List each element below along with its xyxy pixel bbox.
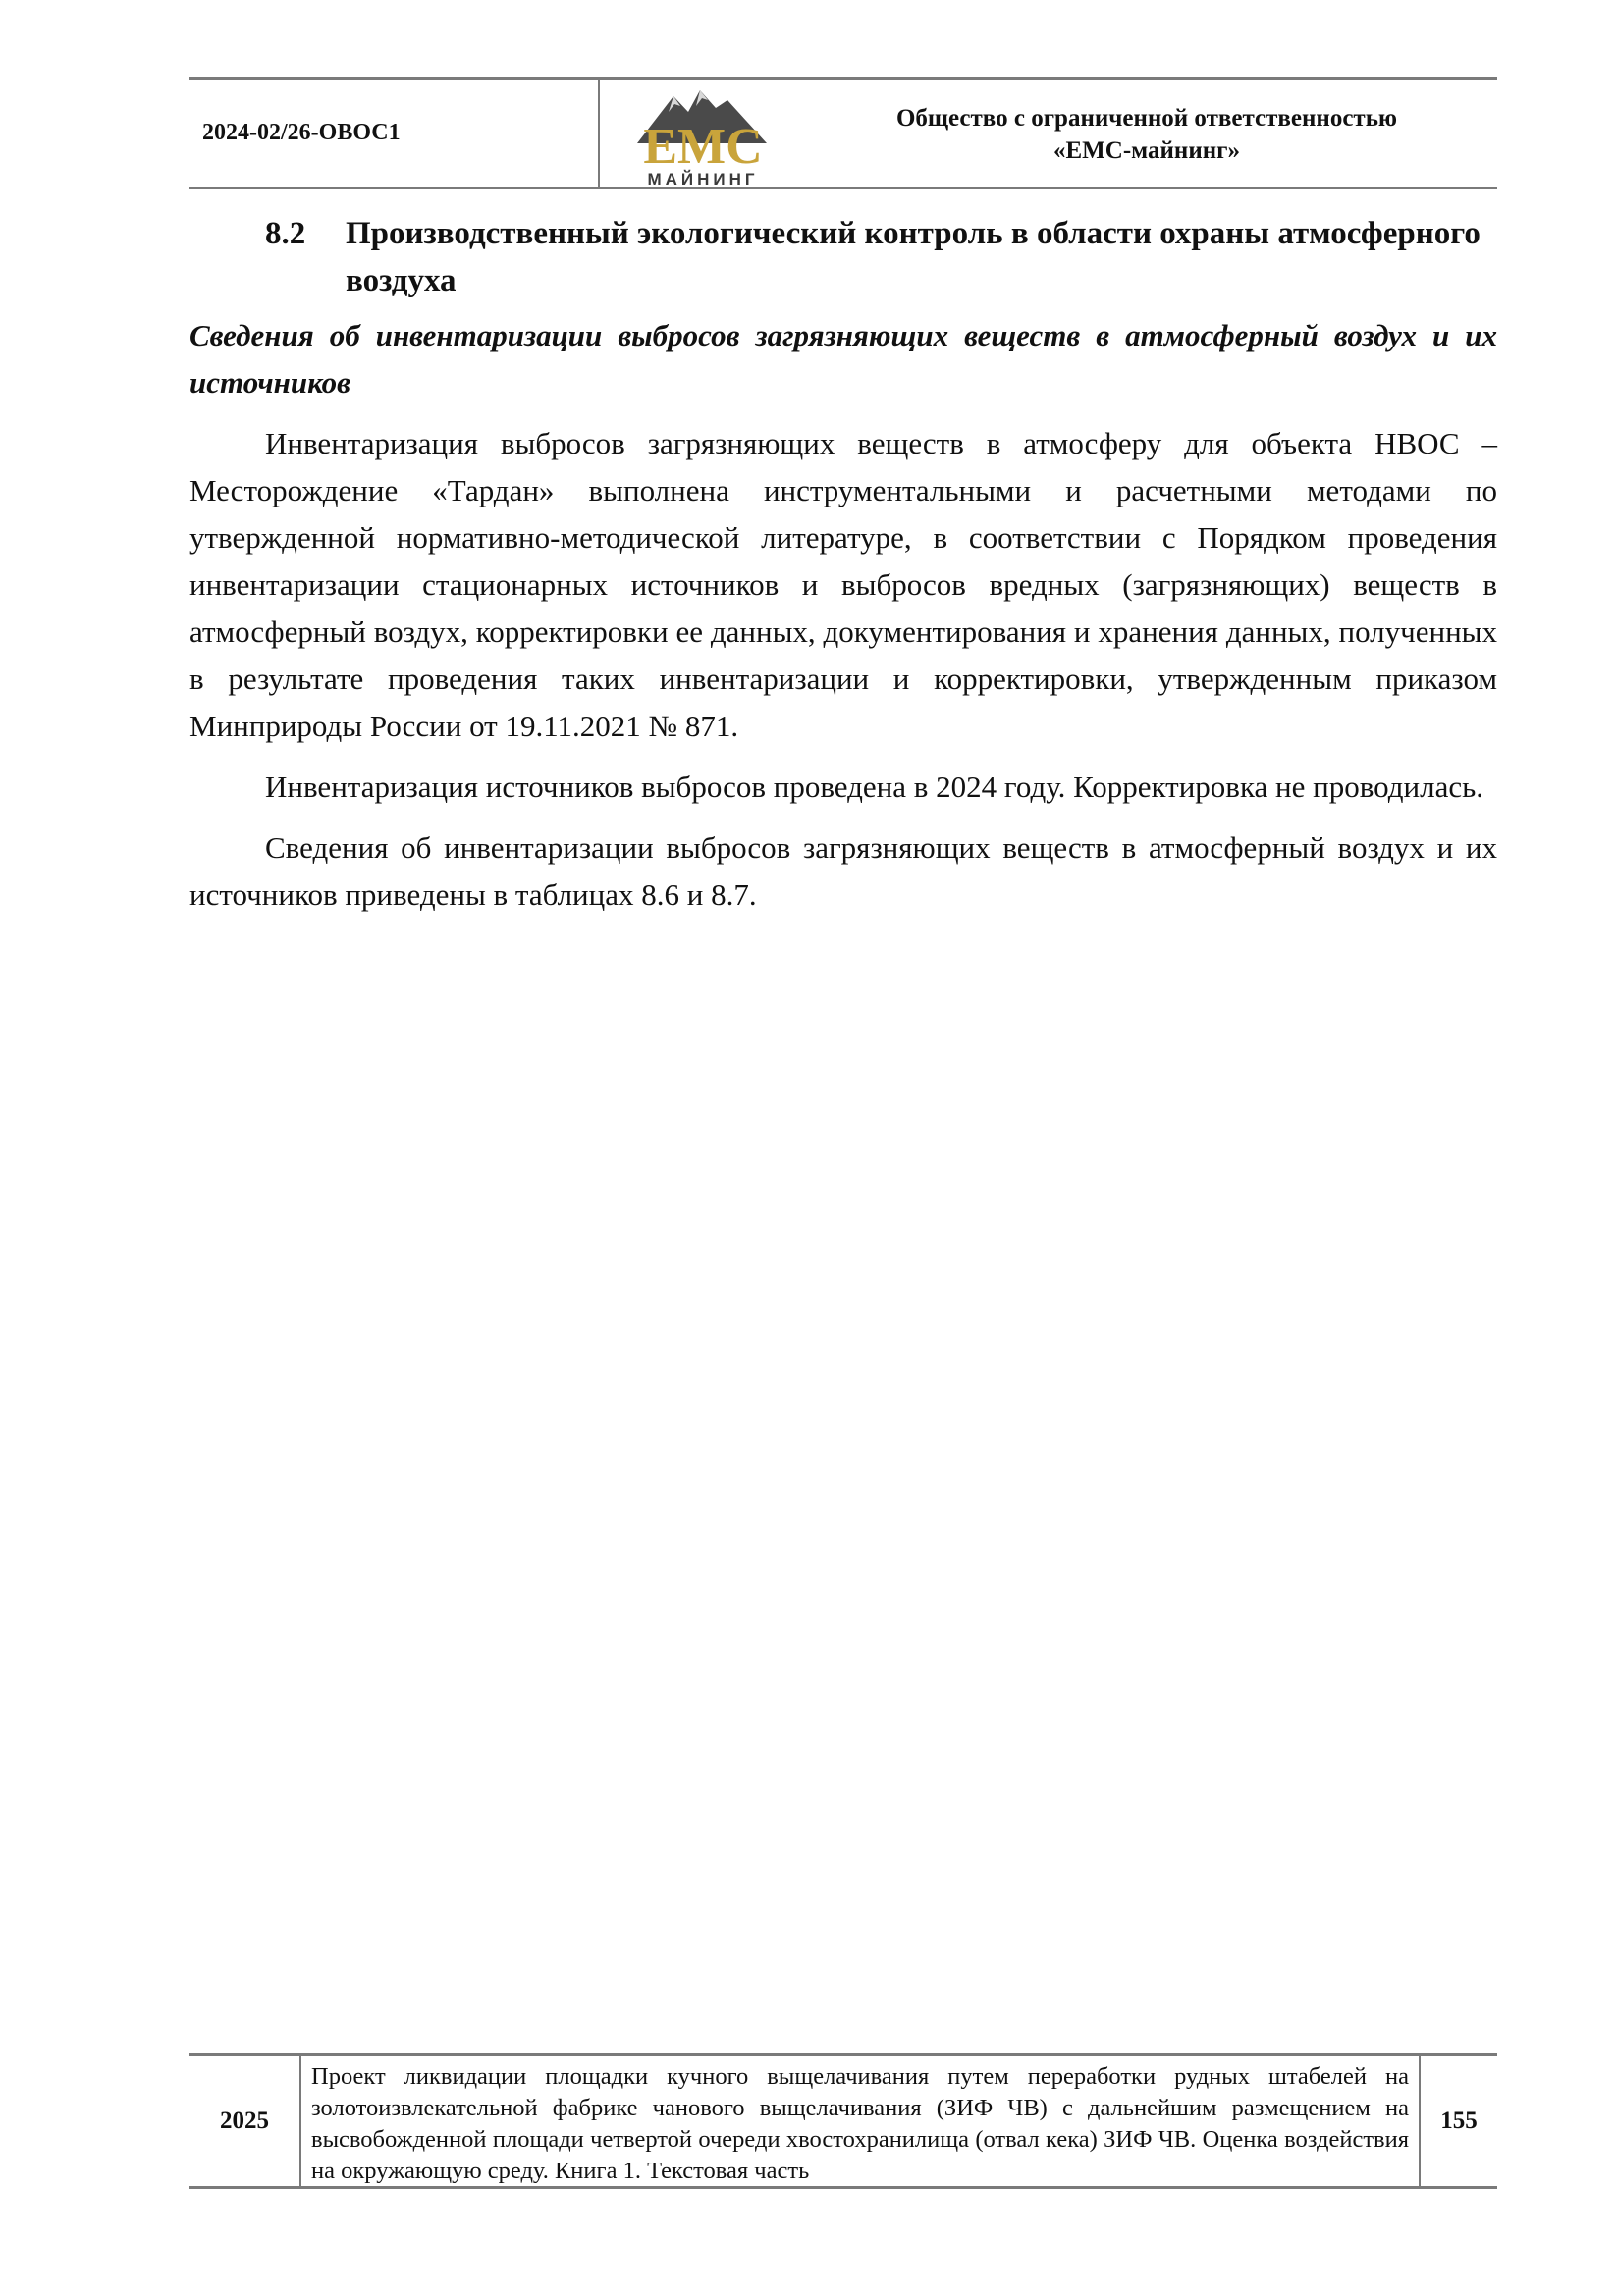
footer-year: 2025 [189,2056,301,2186]
section-heading [189,210,1497,304]
company-line-2: «ЕМС-майнинг» [1053,136,1240,164]
document-code: 2024-02/26-ОВОС1 [189,80,600,187]
paragraph: Инвентаризация источников выбросов проведена в 2024 году. Корректировка не проводилась. [265,770,1483,804]
company-line-1: Общество с ограниченной ответственностью [895,104,1398,132]
logo-mountain-icon [629,82,777,188]
section-subtitle: Сведения об инвентаризации выбросов загрязняющих веществ в атмосферный воздух и их источников [189,318,1497,400]
company-name [796,80,1497,187]
page-footer [189,2053,1497,2189]
section-number: 8.2 [265,216,306,251]
footer-description: Проект ликвидации площадки кучного выщелачивания путем переработки рудных штабелей на золотоизвлекательной фабрике чанового выщелачивания (ЗИФ ЧВ) с дальнейшим размещением на высвобожденной площади четвертой очереди хвостохранилища (отвал кека) ЗИФ ЧВ. Оценка воздействия на окружающую среду. Книга 1. Текстовая часть [311,2063,1409,2184]
paragraph: Сведения об инвентаризации выбросов загрязняющих веществ в атмосферный воздух и их источников приведены в таблицах 8.6 и 8.7. [189,830,1497,912]
logo-text-main: ЕМС [643,119,763,175]
logo-text-sub: МАЙНИНГ [647,170,759,188]
paragraph: Инвентаризация выбросов загрязняющих веществ в атмосферу для объекта НВОС – Месторождение «Тардан» выполнена инструментальными и расчетными методами по утвержденной нормативно-методической литературе, в соответствии с Порядком проведения инвентаризации стационарных источников и выбросов вредных (загрязняющих) веществ в атмосферный воздух, корректировки ее данных, документирования и хранения данных, полученных в результате проведения таких инвентаризации и корректировки, утвержденным приказом Минприроды России от 19.11.2021 № 871. [189,426,1497,743]
section-title: Производственный экологический контроль в области охраны атмосферного воздуха [346,216,1481,298]
document-body [189,210,1497,919]
page-number: 155 [1419,2056,1497,2186]
page-header [189,77,1497,189]
company-logo [600,80,796,187]
